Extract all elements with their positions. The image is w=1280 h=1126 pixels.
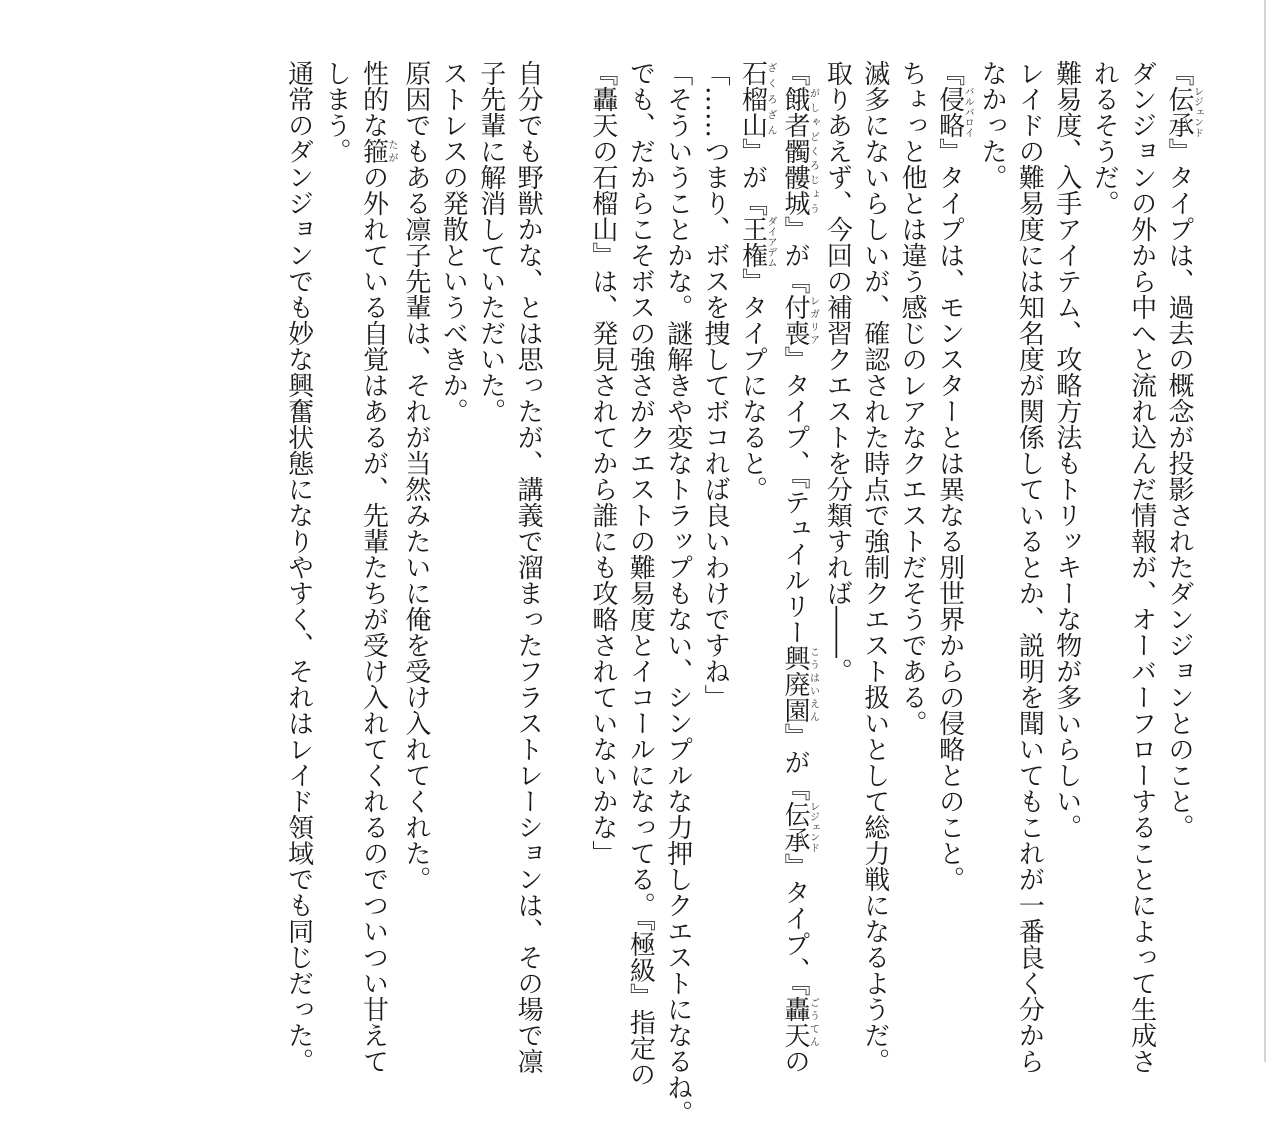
text-line: 「……つまり、ボスを捜してボコれば良いわけですね」	[700, 60, 731, 710]
text-line: レイドの難易度には知名度が関係しているとか、説明を聞いてもこれが一番良く分から	[1014, 60, 1045, 1074]
text-line: 『餓者髑髏城がしゃどくろじょう』が『付喪レガリア』タイプ、『テュイルリー興廃園こうはいえん』が『伝承レジェンド』タイプ、『轟天ごうてんの	[779, 60, 819, 1074]
text-line: でも、だからこそボスの強さがクエストの難易度とイコールになってる。『極級』指定の	[625, 60, 656, 1087]
text-line: 『伝承レジェンド』タイプは、過去の概念が投影されたダンジョンとのこと。	[1164, 60, 1203, 840]
text-line: しまう。	[321, 60, 352, 164]
text-line: ダンジョンの外から中へと流れ込んだ情報が、オーバーフローすることによって生成さ	[1126, 60, 1157, 1074]
text-line: 石榴山ざくろざん』が『王権ダイアデム』タイプになると。	[737, 60, 777, 502]
text-line: 「そういうことかな。謎解きや変なトラップもない、シンプルな力押しクエストになるね。	[662, 60, 693, 1126]
text-line: 『轟天の石榴山』は、発見されてから誰にも攻略されていないかな」	[587, 60, 618, 866]
page-edge-divider	[1264, 0, 1266, 1062]
text-line: 難易度、入手アイテム、攻略方法もトリッキーな物が多いらしい。	[1051, 60, 1082, 840]
text-line: 子先輩に解消していただいた。	[475, 60, 506, 424]
vertical-text-body	[279, 60, 1203, 1126]
text-line: ちょっと他とは違う感じのレアなクエストだそうである。	[897, 60, 928, 736]
text-line: 滅多にないらしいが、確認された時点で強制クエスト扱いとして総力戦になるようだ。	[859, 60, 890, 1074]
text-line: ストレスの発散というべきか。	[438, 60, 469, 424]
text-line: 通常のダンジョンでも妙な興奮状態になりやすく、それはレイド領域でも同じだった。	[283, 60, 314, 1074]
text-line: 性的な箍たがの外れている自覚はあるが、先輩たちが受け入れてくれるのでついつい甘えて	[358, 60, 397, 1074]
blank-line	[546, 60, 583, 1020]
text-line: 『侵略バルバロイ』タイプは、モンスターとは異なる別世界からの侵略とのこと。	[934, 60, 974, 892]
text-line: 自分でも野獣かな、とは思ったが、講義で溜まったフラストレーションは、その場で凛	[513, 60, 544, 1074]
text-line: れるそうだ。	[1089, 60, 1120, 216]
text-line: なかった。	[976, 60, 1007, 190]
text-line: 原因でもある凛子先輩は、それが当然みたいに俺を受け入れてくれた。	[400, 60, 431, 892]
text-line: 取りあえず、今回の補習クエストを分類すれば――。	[822, 60, 853, 684]
